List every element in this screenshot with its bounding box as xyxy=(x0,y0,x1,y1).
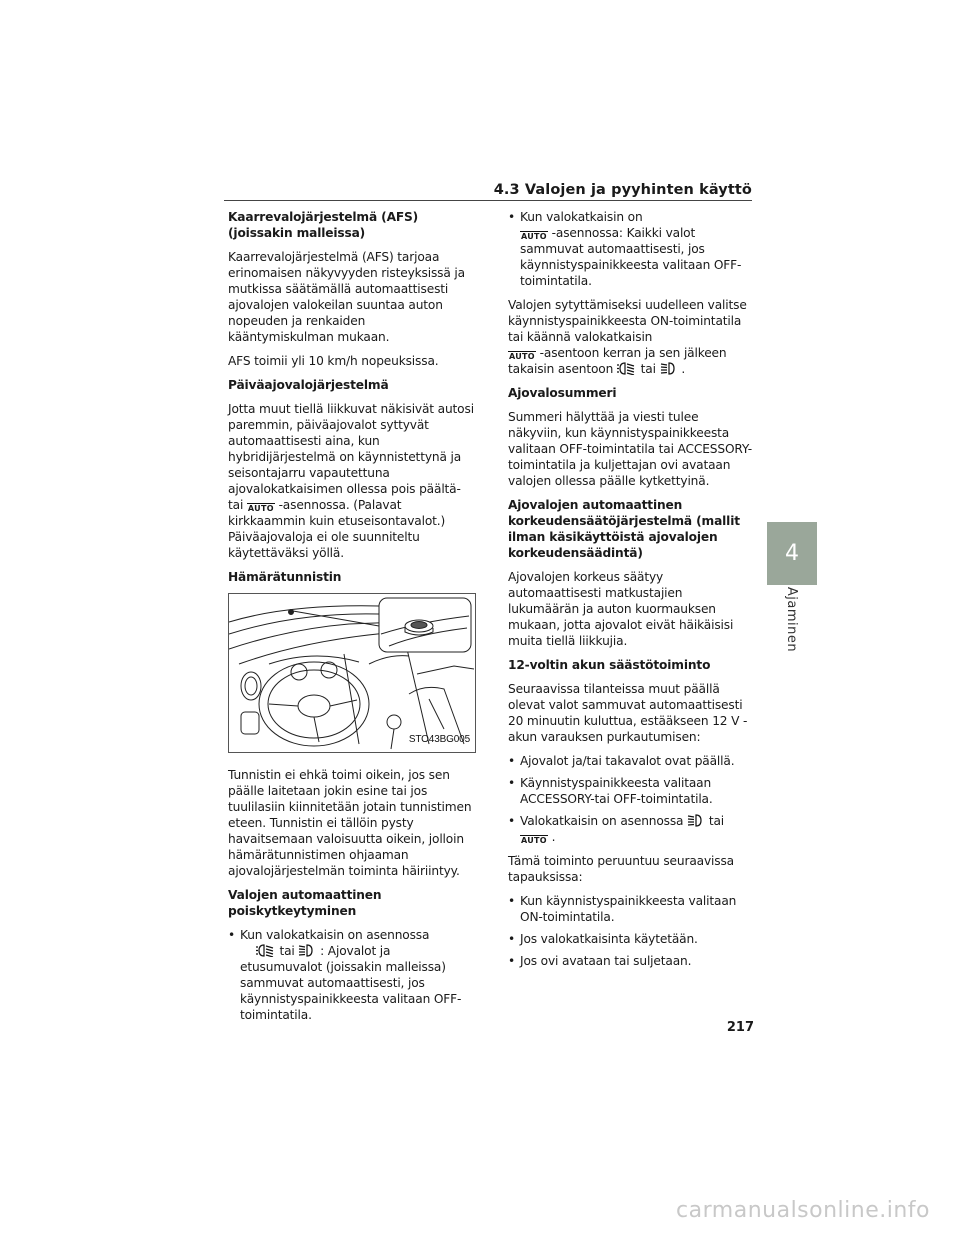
auto-off-list xyxy=(508,209,754,289)
dashboard-illustration xyxy=(229,594,475,752)
sensor-body: Tunnistin ei ehkä toimi oikein, jos sen päälle laitetaan jokin esine tai jos tuulilasiin kiinnitetään jotain tunnistimen eteen. Tunnistin ei tällöin pysty havaitsemaan valoisuutta oikein, jolloin hämärätunnistimen ohjaaman ajovalojärjestelmän toiminta häiriintyy. xyxy=(228,768,472,878)
afs-body: Kaarrevalojärjestelmä (AFS) tarjoaa erinomaisen näkyvyyden risteyksissä ja mutkissa säätämällä automaattisesti ajovalojen valokeilan suuntaa auton nopeuden ja renkaiden kääntymiskulman mukaan. xyxy=(228,250,465,344)
section-title: 4.3 Valojen ja pyyhinten käyttö xyxy=(493,182,752,198)
cancel-body: Tämä toiminto peruuntuu seuraavissa tapauksissa: xyxy=(508,854,734,884)
parking-lights-icon xyxy=(298,944,316,957)
auto-icon: AUTO xyxy=(521,232,547,241)
headlight-low-beam-icon xyxy=(617,362,637,375)
sensor-title: Hämärätunnistin xyxy=(228,570,342,584)
figure-code: STO43BG005 xyxy=(408,734,470,745)
leveling-body: Ajovalojen korkeus säätyy automaattisesti matkustajien lukumäärän ja auton kuormauksen mukaan, jotta ajovalot eivät häikäisisi muita tiellä liikkujia. xyxy=(508,570,734,648)
section-header xyxy=(224,180,752,201)
dashboard-sensor-figure xyxy=(228,593,476,753)
drl-body: Jotta muut tiellä liikkuvat näkisivät autosi paremmin, päiväajovalot syttyvät automaattisesti aina, kun hybridijärjestelmä on käynnistettynä ja seisontajarru vapautettuna ajovalokatkaisimen ollessa pois päältä- tai AUTO -asennossa. (Palavat kirkkaammin kuin etuseisontavalot.) Päiväajovaloja ei ole suunniteltu käytettäväksi yöllä. xyxy=(228,402,474,560)
auto-icon: AUTO xyxy=(247,504,274,513)
list-item: • Jos valokatkaisinta käytetään. xyxy=(508,931,754,947)
parking-lights-icon xyxy=(687,814,705,827)
battery-saver-list xyxy=(508,753,754,845)
list-item: • Kun valokatkaisin on asennossa tai : Ajovalot ja etusumuvalot (joissakin malleissa) sammuvat automaattisesti, jos käynnistyspainikkeesta valitaan OFF-toimintatila. xyxy=(228,927,474,1023)
list-item: • Jos ovi avataan tai suljetaan. xyxy=(508,953,754,969)
headlight-low-beam-icon xyxy=(256,944,276,957)
afs-speed: AFS toimii yli 10 km/h nopeuksissa. xyxy=(228,354,439,368)
list-item: • Kun valokatkaisin on AUTO -asennossa: Kaikki valot sammuvat automaattisesti, jos käynnistyspainikkeesta valitaan OFF-toimintatila. xyxy=(508,209,754,289)
parking-lights-icon xyxy=(660,362,678,375)
page-number: 217 xyxy=(726,1020,754,1035)
battery-saver-title: 12-voltin akun säästötoiminto xyxy=(508,658,711,672)
left-column xyxy=(228,209,474,1031)
leveling-title: Ajovalojen automaattinen korkeudensäätöjärjestelmä (mallit ilman käsikäyttöistä ajovalojen korkeudensäädintä) xyxy=(508,498,740,560)
right-column xyxy=(508,209,754,977)
buzzer-title: Ajovalosummeri xyxy=(508,386,617,400)
list-item: • Käynnistyspainikkeesta valitaan ACCESSORY-tai OFF-toimintatila. xyxy=(508,775,754,807)
chapter-label: Ajaminen xyxy=(784,586,800,652)
watermark: carmanualsonline.info xyxy=(676,1198,930,1223)
chapter-number: 4 xyxy=(785,541,799,566)
autooff-title: Valojen automaattinen poiskytkeytyminen xyxy=(228,888,382,918)
auto-icon: AUTO xyxy=(509,352,535,361)
drl-title: Päiväajovalojärjestelmä xyxy=(228,378,389,392)
cancel-list xyxy=(508,893,754,969)
list-item: • Valokatkaisin on asennossa tai AUTO . xyxy=(508,813,754,845)
autooff-list xyxy=(228,927,474,1023)
chapter-tab[interactable] xyxy=(767,522,817,585)
list-item: • Kun käynnistyspainikkeesta valitaan ON-toimintatila. xyxy=(508,893,754,925)
auto-icon: AUTO xyxy=(521,836,547,845)
buzzer-body: Summeri hälyttää ja viesti tulee näkyviin, kun käynnistyspainikkeesta valitaan OFF-toimintatila tai ACCESSORY-toimintatila ja kuljettajan ovi avataan valojen ollessa päälle kytkettyinä. xyxy=(508,410,753,488)
afs-title: Kaarrevalojärjestelmä (AFS) (joissakin malleissa) xyxy=(228,210,419,240)
battery-saver-body: Seuraavissa tilanteissa muut päällä olevat valot sammuvat automaattisesti 20 minuutin kuluttua, estääkseen 12 V -akun varauksen purkautumisen: xyxy=(508,682,748,744)
list-item: • Ajovalot ja/tai takavalot ovat päällä. xyxy=(508,753,754,769)
relight-body: Valojen sytyttämiseksi uudelleen valitse käynnistyspainikkeesta ON-toimintatila tai käännä valokatkaisin AUTO -asentoon kerran ja sen jälkeen takaisin asentoon tai . xyxy=(508,298,747,376)
